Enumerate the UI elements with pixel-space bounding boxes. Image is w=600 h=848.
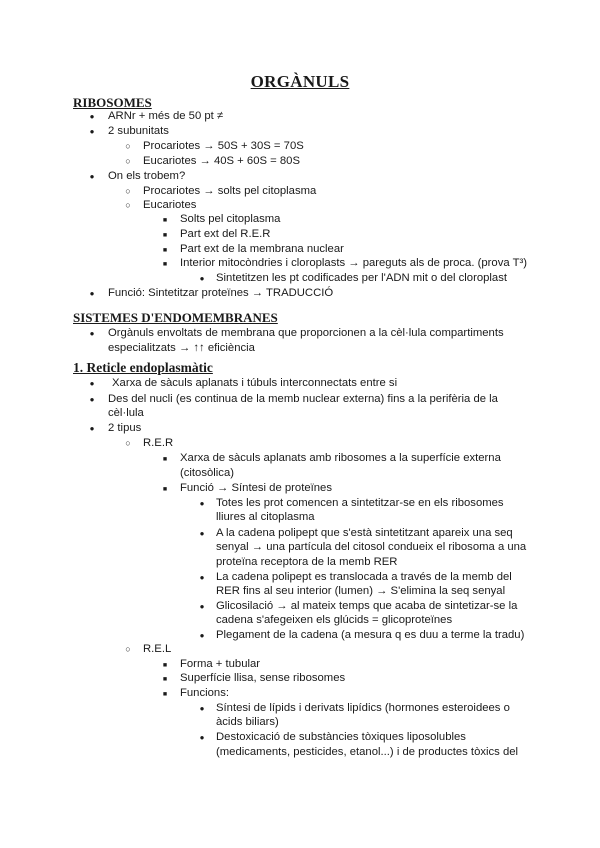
list-item: Part ext de la membrana nuclear <box>180 243 344 255</box>
bullet-square-icon <box>159 671 171 687</box>
list-item: Interior mitocòndries i cloroplasts → pareguts als de proca. (prova T³) <box>180 257 527 269</box>
list-item: Sintetitzen les pt codificades per l'ADN mit o del cloroplast <box>216 272 507 284</box>
list-item: R.E.L <box>143 643 172 655</box>
list-item: Solts pel citoplasma <box>180 213 281 225</box>
list-item-continuation: cèl·lula <box>108 407 144 419</box>
list-item-continuation: RER fins al seu interior (lumen) → S'elimina la seq senyal <box>216 585 506 597</box>
list-item: Xarxa de sàculs aplanats i túbuls interconnectats entre si <box>112 377 398 389</box>
list-item: Procariotes → solts pel citoplasma <box>143 185 317 197</box>
section-heading-endomembranes: SISTEMES D'ENDOMEMBRANES <box>73 310 278 325</box>
bullet-circle-icon <box>122 139 134 154</box>
list-item-continuation: (citosòlica) <box>180 467 234 479</box>
list-item: Part ext del R.E.R <box>180 228 271 240</box>
bullet-disc-icon <box>196 599 208 614</box>
section-heading-ribosomes: RIBOSOMES <box>73 95 152 110</box>
list-item: Totes les prot comencen a sintetitzar-se en els ribosomes <box>216 497 504 509</box>
list-item: ARNr + més de 50 pt ≠ <box>108 110 224 122</box>
bullet-disc-icon <box>196 730 208 745</box>
subsection-heading-reticle: 1. Reticle endoplasmàtic <box>73 360 213 375</box>
list-item: Funció: Sintetitzar proteïnes → TRADUCCIÓ <box>108 287 334 299</box>
list-item: Funció → Síntesi de proteïnes <box>180 482 332 494</box>
bullet-square-icon <box>159 481 171 497</box>
list-item: Xarxa de sàculs aplanats amb ribosomes a la superfície externa <box>180 452 501 464</box>
bullet-circle-icon <box>122 184 134 199</box>
list-item: La cadena polipept es translocada a través de la memb del <box>216 571 512 583</box>
list-item-continuation: senyal → una partícula del citosol condueix el ribosoma a una <box>216 541 527 553</box>
bullet-square-icon <box>159 212 171 228</box>
bullet-disc-icon <box>196 271 208 286</box>
list-item: 2 tipus <box>108 422 142 434</box>
bullet-square-icon <box>159 256 171 272</box>
list-item-continuation: àcids biliars) <box>216 716 279 728</box>
list-item: Destoxicació de substàncies tòxiques liposolubles <box>216 731 466 743</box>
list-item: R.E.R <box>143 437 174 449</box>
bullet-disc-icon <box>196 526 208 541</box>
bullet-square-icon <box>159 451 171 467</box>
bullet-disc-icon <box>196 628 208 643</box>
list-item-continuation: especialitzats → ↑↑ eficiència <box>108 342 255 354</box>
list-item: 2 subunitats <box>108 125 169 137</box>
bullet-disc-icon <box>86 392 98 407</box>
bullet-disc-icon <box>86 169 98 184</box>
list-item: Eucariotes → 40S + 60S = 80S <box>143 155 300 167</box>
bullet-disc-icon <box>86 124 98 139</box>
list-item: Plegament de la cadena (a mesura q es duu a terme la tradu) <box>216 629 525 641</box>
bullet-disc-icon <box>86 326 98 341</box>
bullet-disc-icon <box>196 570 208 585</box>
list-item: Des del nucli (es continua de la memb nuclear externa) fins a la perifèria de la <box>108 393 498 405</box>
bullet-square-icon <box>159 686 171 702</box>
bullet-square-icon <box>159 227 171 243</box>
list-item: Orgànuls envoltats de membrana que proporcionen a la cèl·lula compartiments <box>108 327 504 339</box>
list-item: Glicosilació → al mateix temps que acaba de sintetizar-se la <box>216 600 518 612</box>
list-item-continuation: (medicaments, pesticides, etanol...) i de productes tòxics del <box>216 746 519 758</box>
list-item-continuation: lliures al citoplasma <box>216 511 315 523</box>
bullet-disc-icon <box>196 701 208 716</box>
bullet-disc-icon <box>196 496 208 511</box>
bullet-circle-icon <box>122 436 134 451</box>
bullet-disc-icon <box>86 286 98 301</box>
page-title: ORGÀNULS <box>250 72 350 91</box>
bullet-disc-icon <box>86 421 98 436</box>
list-item: Síntesi de lípids i derivats lipídics (hormones esteroidees o <box>216 702 510 714</box>
list-item-continuation: cadena s'afegeixen els glúcids = glicoproteïnes <box>216 614 453 626</box>
list-item-continuation: proteïna receptora de la memb RER <box>216 556 398 568</box>
list-item: Eucariotes <box>143 199 197 211</box>
bullet-circle-icon <box>122 642 134 657</box>
list-item: On els trobem? <box>108 170 186 182</box>
list-item: A la cadena polipept que s'està sintetitzant apareix una seq <box>216 527 513 539</box>
bullet-circle-icon <box>122 154 134 169</box>
bullet-circle-icon <box>122 198 134 213</box>
bullet-disc-icon <box>86 109 98 124</box>
list-item: Superfície llisa, sense ribosomes <box>180 672 346 684</box>
bullet-disc-icon <box>86 376 98 391</box>
list-item: Procariotes → 50S + 30S = 70S <box>143 140 304 152</box>
list-item: Forma + tubular <box>180 658 261 670</box>
list-item: Funcions: <box>180 687 229 699</box>
